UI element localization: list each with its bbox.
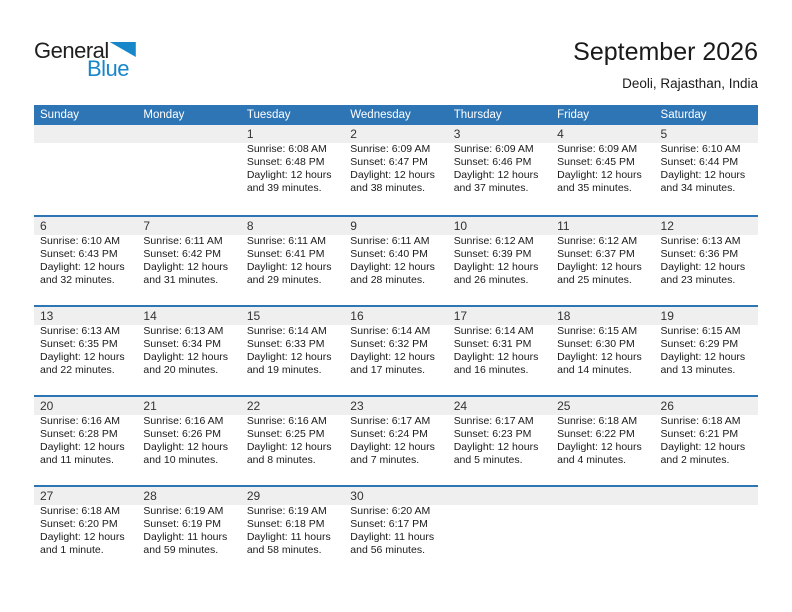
day-cell-4	[551, 125, 654, 215]
sunset-text: Sunset: 6:43 PM	[40, 248, 118, 260]
daylight-text: Daylight: 11 hours and 56 minutes.	[350, 531, 435, 556]
sunset-text: Sunset: 6:39 PM	[453, 248, 532, 260]
sunset-text: Sunset: 6:20 PM	[40, 518, 118, 530]
sunrise-text: Sunrise: 6:12 AM	[453, 235, 534, 247]
sunrise-text: Sunrise: 6:15 AM	[660, 325, 741, 337]
day-cell-15	[241, 307, 344, 395]
daylight-text: Daylight: 11 hours and 58 minutes.	[246, 531, 331, 556]
daylight-text: Daylight: 12 hours and 39 minutes.	[246, 169, 332, 194]
day-cell-11	[551, 217, 654, 305]
day-number: 18	[557, 309, 571, 323]
weekday-cell-saturday: Saturday	[660, 109, 707, 121]
day-number: 7	[143, 219, 151, 233]
day-cell-13	[34, 307, 137, 395]
daylight-text: Daylight: 12 hours and 2 minutes.	[660, 441, 746, 466]
daylight-text: Daylight: 12 hours and 16 minutes.	[453, 351, 539, 376]
daylight-text: Daylight: 12 hours and 14 minutes.	[557, 351, 642, 376]
sunrise-text: Sunrise: 6:12 AM	[557, 235, 638, 247]
sunrise-text: Sunrise: 6:19 AM	[246, 505, 327, 517]
day-number: 15	[246, 309, 261, 323]
day-cell-30	[344, 487, 447, 557]
sunrise-text: Sunrise: 6:15 AM	[557, 325, 638, 337]
daylight-text: Daylight: 12 hours and 31 minutes.	[143, 261, 229, 286]
sunset-text: Sunset: 6:37 PM	[557, 248, 635, 260]
day-cell-26	[655, 397, 758, 485]
daylight-text: Daylight: 12 hours and 23 minutes.	[660, 261, 746, 286]
weekday-cell-tuesday: Tuesday	[246, 109, 291, 121]
day-cell-24	[448, 397, 551, 485]
sunset-text: Sunset: 6:42 PM	[143, 248, 222, 260]
daylight-text: Daylight: 12 hours and 1 minute.	[40, 531, 125, 556]
calendar-weeks	[34, 125, 758, 557]
day-number: 14	[143, 309, 157, 323]
day-number: 28	[143, 489, 157, 503]
day-number: 10	[453, 219, 468, 233]
day-number: 24	[453, 399, 468, 413]
day-number: 27	[40, 489, 54, 503]
day-number: 17	[453, 309, 468, 323]
daylight-text: Daylight: 12 hours and 20 minutes.	[143, 351, 229, 376]
sunrise-text: Sunrise: 6:09 AM	[453, 143, 534, 155]
sunset-text: Sunset: 6:48 PM	[246, 156, 325, 168]
daylight-text: Daylight: 12 hours and 32 minutes.	[40, 261, 125, 286]
sunrise-text: Sunrise: 6:09 AM	[350, 143, 431, 155]
sunrise-text: Sunrise: 6:18 AM	[40, 505, 120, 517]
day-cell-18	[551, 307, 654, 395]
daylight-text: Daylight: 12 hours and 11 minutes.	[40, 441, 125, 466]
page-subtitle: Deoli, Rajasthan, India	[622, 76, 758, 91]
daylight-text: Daylight: 12 hours and 13 minutes.	[660, 351, 746, 376]
sunset-text: Sunset: 6:30 PM	[557, 338, 635, 350]
day-cell-23	[344, 397, 447, 485]
day-cell-8	[241, 217, 344, 305]
sunset-text: Sunset: 6:19 PM	[143, 518, 222, 530]
empty-cell	[655, 487, 758, 557]
sunrise-text: Sunrise: 6:09 AM	[557, 143, 638, 155]
sunrise-text: Sunrise: 6:16 AM	[246, 415, 327, 427]
sunset-text: Sunset: 6:29 PM	[660, 338, 739, 350]
weekday-cell-thursday: Thursday	[453, 109, 502, 121]
daylight-text: Daylight: 12 hours and 26 minutes.	[453, 261, 539, 286]
daylight-text: Daylight: 12 hours and 10 minutes.	[143, 441, 229, 466]
sunset-text: Sunset: 6:36 PM	[660, 248, 739, 260]
daylight-text: Daylight: 12 hours and 8 minutes.	[246, 441, 332, 466]
day-number: 5	[660, 127, 668, 141]
daylight-text: Daylight: 12 hours and 34 minutes.	[660, 169, 746, 194]
day-cell-28	[137, 487, 240, 557]
sunrise-text: Sunrise: 6:13 AM	[660, 235, 741, 247]
day-number: 1	[246, 127, 254, 141]
sunset-text: Sunset: 6:17 PM	[350, 518, 428, 530]
weekday-header	[34, 105, 758, 125]
title-block	[573, 38, 758, 91]
day-cell-7	[137, 217, 240, 305]
day-number: 26	[660, 399, 674, 413]
sunset-text: Sunset: 6:28 PM	[40, 428, 118, 440]
day-number: 9	[350, 219, 357, 233]
day-number: 21	[143, 399, 157, 413]
sunrise-text: Sunrise: 6:10 AM	[40, 235, 120, 247]
weekday-cell-sunday: Sunday	[40, 109, 80, 121]
daylight-text: Daylight: 12 hours and 22 minutes.	[40, 351, 125, 376]
week-row-1	[34, 125, 758, 215]
empty-cell	[551, 487, 654, 557]
sunrise-text: Sunrise: 6:14 AM	[246, 325, 327, 337]
day-cell-9	[344, 217, 447, 305]
day-cell-27	[34, 487, 137, 557]
day-number: 16	[350, 309, 364, 323]
day-number: 6	[40, 219, 47, 233]
empty-cell	[137, 125, 240, 215]
day-cell-22	[241, 397, 344, 485]
day-cell-1	[241, 125, 344, 215]
daylight-text: Daylight: 12 hours and 17 minutes.	[350, 351, 435, 376]
sunset-text: Sunset: 6:23 PM	[453, 428, 532, 440]
week-row-4	[34, 395, 758, 485]
daylight-text: Daylight: 12 hours and 4 minutes.	[557, 441, 642, 466]
sunrise-text: Sunrise: 6:18 AM	[557, 415, 638, 427]
logo-text-blue: Blue	[87, 56, 130, 81]
sunrise-text: Sunrise: 6:19 AM	[143, 505, 224, 517]
sunset-text: Sunset: 6:40 PM	[350, 248, 428, 260]
sunrise-text: Sunrise: 6:10 AM	[660, 143, 741, 155]
sunset-text: Sunset: 6:45 PM	[557, 156, 635, 168]
day-number: 2	[350, 127, 357, 141]
sunrise-text: Sunrise: 6:08 AM	[246, 143, 327, 155]
day-cell-2	[344, 125, 447, 215]
daylight-text: Daylight: 12 hours and 38 minutes.	[350, 169, 435, 194]
sunset-text: Sunset: 6:47 PM	[350, 156, 428, 168]
sunset-text: Sunset: 6:22 PM	[557, 428, 635, 440]
day-cell-16	[344, 307, 447, 395]
daylight-text: Daylight: 12 hours and 37 minutes.	[453, 169, 539, 194]
daylight-text: Daylight: 12 hours and 29 minutes.	[246, 261, 332, 286]
day-number: 11	[557, 219, 570, 233]
sunset-text: Sunset: 6:25 PM	[246, 428, 325, 440]
sunrise-text: Sunrise: 6:11 AM	[143, 235, 223, 247]
week-row-5	[34, 485, 758, 557]
sunset-text: Sunset: 6:44 PM	[660, 156, 739, 168]
day-cell-3	[448, 125, 551, 215]
sunset-text: Sunset: 6:21 PM	[660, 428, 739, 440]
day-number: 4	[557, 127, 564, 141]
day-number: 3	[453, 127, 461, 141]
day-number: 25	[557, 399, 571, 413]
day-cell-6	[34, 217, 137, 305]
day-cell-19	[655, 307, 758, 395]
daylight-text: Daylight: 12 hours and 7 minutes.	[350, 441, 435, 466]
sunset-text: Sunset: 6:35 PM	[40, 338, 118, 350]
day-number: 29	[246, 489, 261, 503]
weekday-cell-monday: Monday	[143, 109, 185, 121]
sunrise-text: Sunrise: 6:11 AM	[246, 235, 327, 247]
sunrise-text: Sunrise: 6:17 AM	[350, 415, 431, 427]
sunset-text: Sunset: 6:41 PM	[246, 248, 325, 260]
sunrise-text: Sunrise: 6:17 AM	[453, 415, 534, 427]
daylight-text: Daylight: 12 hours and 5 minutes.	[453, 441, 539, 466]
day-cell-10	[448, 217, 551, 305]
sunset-text: Sunset: 6:18 PM	[246, 518, 325, 530]
sunset-text: Sunset: 6:34 PM	[143, 338, 222, 350]
sunrise-text: Sunrise: 6:16 AM	[40, 415, 120, 427]
sunrise-text: Sunrise: 6:13 AM	[40, 325, 120, 337]
daylight-text: Daylight: 12 hours and 19 minutes.	[246, 351, 332, 376]
logo-text-general: General	[34, 38, 109, 63]
sunrise-text: Sunrise: 6:16 AM	[143, 415, 224, 427]
sunrise-text: Sunrise: 6:11 AM	[350, 235, 430, 247]
weekday-cell-friday: Friday	[557, 109, 590, 121]
sunset-text: Sunset: 6:31 PM	[453, 338, 532, 350]
calendar-table	[34, 105, 758, 557]
weekday-cell-wednesday: Wednesday	[350, 109, 411, 121]
daylight-text: Daylight: 12 hours and 35 minutes.	[557, 169, 642, 194]
sunset-text: Sunset: 6:33 PM	[246, 338, 325, 350]
day-number: 19	[660, 309, 674, 323]
day-cell-12	[655, 217, 758, 305]
sunrise-text: Sunrise: 6:13 AM	[143, 325, 224, 337]
day-number: 23	[350, 399, 364, 413]
logo-triangle-icon	[110, 42, 136, 57]
sunrise-text: Sunrise: 6:14 AM	[453, 325, 534, 337]
day-number: 22	[246, 399, 261, 413]
day-cell-25	[551, 397, 654, 485]
sunset-text: Sunset: 6:46 PM	[453, 156, 532, 168]
day-number: 20	[40, 399, 54, 413]
sunset-text: Sunset: 6:26 PM	[143, 428, 222, 440]
sunrise-text: Sunrise: 6:14 AM	[350, 325, 431, 337]
sunrise-text: Sunrise: 6:18 AM	[660, 415, 741, 427]
empty-cell	[448, 487, 551, 557]
day-cell-17	[448, 307, 551, 395]
day-cell-14	[137, 307, 240, 395]
page-title: September 2026	[573, 38, 758, 66]
week-row-3	[34, 305, 758, 395]
day-number: 30	[350, 489, 364, 503]
week-row-2	[34, 215, 758, 305]
day-cell-5	[655, 125, 758, 215]
day-number: 13	[40, 309, 54, 323]
day-cell-21	[137, 397, 240, 485]
sunrise-text: Sunrise: 6:20 AM	[350, 505, 431, 517]
day-number: 8	[246, 219, 254, 233]
day-cell-20	[34, 397, 137, 485]
daylight-text: Daylight: 12 hours and 25 minutes.	[557, 261, 642, 286]
sunset-text: Sunset: 6:32 PM	[350, 338, 428, 350]
empty-cell	[34, 125, 137, 215]
general-blue-logo	[34, 40, 136, 80]
day-number: 12	[660, 219, 674, 233]
day-cell-29	[241, 487, 344, 557]
daylight-text: Daylight: 12 hours and 28 minutes.	[350, 261, 435, 286]
sunset-text: Sunset: 6:24 PM	[350, 428, 428, 440]
daylight-text: Daylight: 11 hours and 59 minutes.	[143, 531, 228, 556]
